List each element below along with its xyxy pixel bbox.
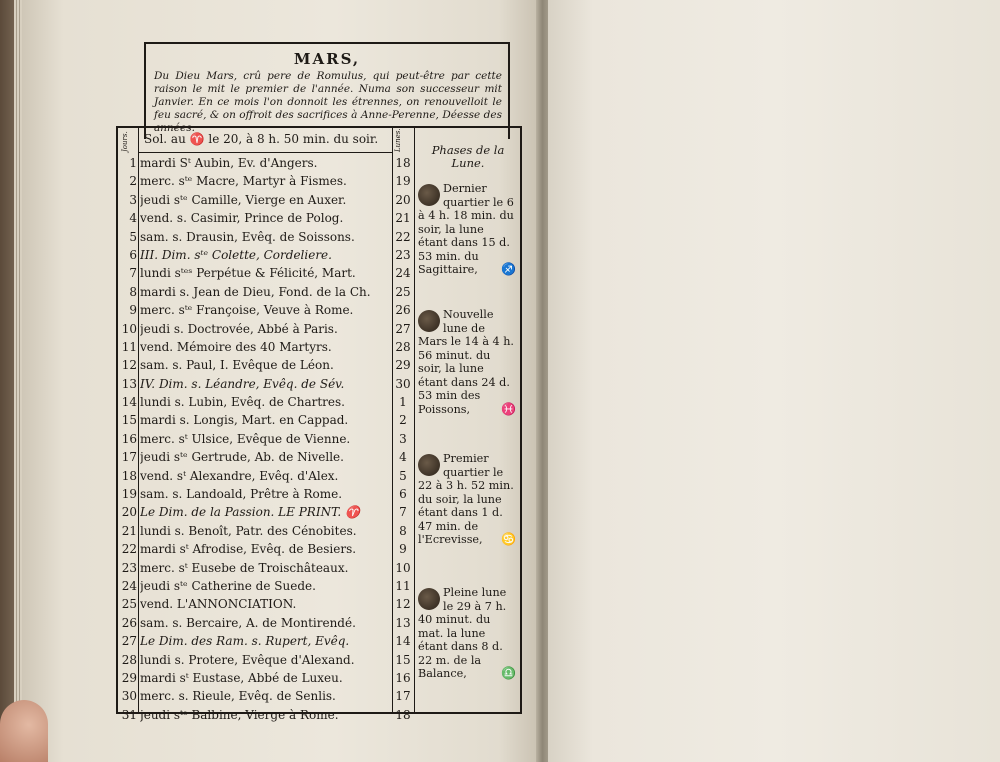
moon-day: 10	[395, 560, 411, 575]
day-entry: lundi s. Protere, Evêque d'Alexand.	[140, 652, 355, 667]
phase-text: Pleine lune le 29 à 7 h. 40 minut. du mat. la lune étant dans 8 d. 22 m. de la Balance,	[418, 586, 507, 680]
day-entry: jeudi s. Doctrovée, Abbé à Paris.	[140, 321, 338, 336]
phase-last-quarter	[418, 182, 516, 277]
day-entry: vend. sᵗ Alexandre, Evêq. d'Alex.	[140, 468, 339, 483]
day-number: 11	[121, 339, 137, 354]
table-row	[118, 283, 414, 301]
moon-day: 2	[399, 413, 407, 428]
day-number: 20	[121, 505, 137, 520]
day-entry: mardi sᵗ Eustase, Abbé de Luxeu.	[140, 670, 343, 685]
day-entry: merc. sᵗᵉ Macre, Martyr à Fismes.	[140, 174, 347, 189]
day-entry: jeudi sᵗᵉ Camille, Vierge en Auxer.	[140, 192, 347, 207]
table-row	[118, 577, 414, 595]
table-row	[118, 375, 414, 393]
day-entry: vend. s. Casimir, Prince de Polog.	[140, 211, 344, 226]
table-row	[118, 209, 414, 227]
day-entry: merc. sᵗ Eusebe de Troischâteaux.	[140, 560, 349, 575]
moon-day: 21	[395, 211, 411, 226]
moon-day: 18	[395, 156, 411, 170]
table-row	[118, 301, 414, 319]
day-entry: sam. s. Drausin, Evêq. de Soissons.	[140, 229, 355, 244]
day-rows	[118, 154, 414, 724]
phase-full-moon	[418, 586, 516, 681]
phase-text: Dernier quartier le 6 à 4 h. 18 min. du soir, la lune étant dans 15 d. 53 min. du Sagittaire,	[418, 182, 514, 276]
libra-icon: ♎	[501, 666, 516, 680]
day-number: 1	[129, 156, 137, 170]
day-entry: lundi s. Benoît, Patr. des Cénobites.	[140, 523, 357, 538]
day-entry: lundi sᵗᵉˢ Perpétue & Félicité, Mart.	[140, 266, 356, 281]
day-number: 8	[129, 284, 137, 299]
table-row	[118, 264, 414, 282]
moon-day: 23	[395, 247, 411, 262]
day-number: 13	[121, 376, 137, 391]
day-number: 15	[121, 413, 137, 428]
moon-day: 17	[395, 689, 411, 704]
day-number: 26	[121, 615, 137, 630]
table-row	[118, 246, 414, 264]
day-entry: jeudi sᵗᵉ Gertrude, Ab. de Nivelle.	[140, 450, 344, 465]
month-intro: Du Dieu Mars, crû pere de Romulus, qui peut-être par cette raison le mit le premier de l'année. Numa son successeur mit Janvier. En ce mois l'on donnoit les étrennes, on renouvelloit le feu sacré, & on offroit des sacrifices à Anne-Perenne, Déesse des années.	[154, 70, 502, 134]
day-number: 30	[121, 689, 137, 704]
moon-day: 30	[395, 376, 411, 391]
pisces-icon: ♓	[501, 401, 516, 416]
table-row	[118, 430, 414, 448]
day-entry: IV. Dim. s. Léandre, Evêq. de Sév.	[140, 376, 345, 391]
day-number: 28	[121, 652, 137, 667]
days-column-heading: Jours.	[121, 131, 129, 152]
day-entry: vend. L'ANNONCIATION.	[140, 597, 297, 612]
moon-day: 18	[395, 707, 411, 722]
day-entry: Le Dim. des Ram. s. Rupert, Evêq.	[140, 634, 350, 649]
day-entry: merc. sᵗᵉ Françoise, Veuve à Rome.	[140, 303, 354, 318]
moon-day: 3	[399, 431, 407, 446]
day-number: 9	[129, 303, 137, 318]
day-entry: sam. s. Landoald, Prêtre à Rome.	[140, 487, 343, 502]
phases-heading: Phases de la Lune.	[431, 143, 505, 170]
day-number: 21	[121, 523, 137, 538]
day-number: 10	[121, 321, 137, 336]
moon-day: 28	[395, 339, 411, 354]
day-number: 2	[129, 174, 137, 189]
left-page	[22, 0, 540, 762]
day-number: 25	[121, 597, 137, 612]
moon-day: 19	[395, 174, 411, 189]
table-row	[118, 669, 414, 687]
day-number: 14	[121, 395, 137, 410]
table-row	[118, 559, 414, 577]
moon-day: 4	[399, 450, 407, 465]
day-entry: merc. sᵗ Ulsice, Evêque de Vienne.	[140, 431, 351, 446]
day-entry: lundi s. Lubin, Evêq. de Chartres.	[140, 395, 345, 410]
day-number: 17	[121, 450, 137, 465]
moon-day: 12	[395, 597, 411, 612]
day-number: 29	[121, 670, 137, 685]
day-entry: Le Dim. de la Passion. LE PRINT. ♈	[140, 505, 360, 520]
table-row	[118, 448, 414, 466]
day-number: 4	[129, 211, 137, 226]
day-number: 3	[129, 192, 137, 207]
phase-text: Premier quartier le 22 à 3 h. 52 min. du soir, la lune étant dans 1 d. 47 min. de l'Ecrevisse,	[418, 452, 514, 546]
moon-day: 16	[395, 670, 411, 685]
day-number: 18	[121, 468, 137, 483]
table-row	[118, 706, 414, 724]
phase-text: Nouvelle lune de Mars le 14 à 4 h. 56 minut. du soir, la lune étant dans 24 d. 53 min des Poissons,	[418, 308, 514, 416]
day-entry: mardi sᵗ Afrodise, Evêq. de Besiers.	[140, 542, 357, 557]
day-entry: sam. s. Bercaire, A. de Montirendé.	[140, 615, 356, 630]
table-row	[118, 485, 414, 503]
month-title: MARS,	[293, 50, 361, 68]
moon-day: 13	[395, 615, 411, 630]
moon-day: 1	[399, 395, 407, 410]
day-entry: III. Dim. sᵗᵉ Colette, Cordeliere.	[140, 247, 332, 262]
day-number: 31	[121, 707, 137, 722]
moon-day: 9	[399, 542, 407, 557]
moon-day: 26	[395, 303, 411, 318]
moon-column-heading: Lunes.	[394, 128, 402, 152]
day-number: 12	[121, 358, 137, 373]
table-row	[118, 614, 414, 632]
table-row	[118, 540, 414, 558]
thumb	[0, 700, 48, 762]
table-row	[118, 522, 414, 540]
table-row	[118, 467, 414, 485]
sagittarius-icon: ♐	[501, 262, 516, 276]
phase-first-quarter	[418, 452, 516, 547]
divider	[138, 152, 392, 153]
full-moon-icon	[418, 588, 440, 610]
table-row	[118, 632, 414, 650]
day-number: 16	[121, 431, 137, 446]
moon-day: 11	[395, 578, 411, 593]
day-entry: mardi s. Longis, Mart. en Cappad.	[140, 413, 349, 428]
moon-day: 27	[395, 321, 411, 336]
calendar-table	[116, 126, 522, 722]
divider	[414, 128, 415, 712]
day-entry: jeudi sᵗᵉ Balbine, Vierge à Rome.	[140, 707, 339, 722]
first-quarter-moon-icon	[418, 454, 440, 476]
table-row	[118, 651, 414, 669]
day-entry: jeudi sᵗᵉ Catherine de Suede.	[140, 578, 316, 593]
new-moon-icon	[418, 310, 440, 332]
sun-entry-note: Sol. au ♈ le 20, à 8 h. 50 min. du soir.	[144, 132, 379, 146]
day-entry: vend. Mémoire des 40 Martyrs.	[140, 339, 332, 354]
table-row	[118, 595, 414, 613]
day-number: 6	[129, 247, 137, 262]
table-row	[118, 154, 414, 172]
table-row	[118, 338, 414, 356]
table-row	[118, 320, 414, 338]
day-number: 19	[121, 487, 137, 502]
header-frame	[144, 42, 510, 139]
day-number: 5	[129, 229, 137, 244]
day-number: 23	[121, 560, 137, 575]
day-number: 27	[121, 634, 137, 649]
cancer-icon: ♋	[501, 532, 516, 546]
day-entry: mardi Sᵗ Aubin, Ev. d'Angers.	[140, 156, 318, 170]
table-row	[118, 228, 414, 246]
moon-day: 14	[395, 634, 411, 649]
moon-day: 15	[395, 652, 411, 667]
table-row	[118, 356, 414, 374]
day-number: 22	[121, 542, 137, 557]
moon-day: 24	[395, 266, 411, 281]
right-page-blank	[548, 0, 1000, 762]
moon-day: 5	[399, 468, 407, 483]
moon-day: 8	[399, 523, 407, 538]
phase-new-moon	[418, 308, 516, 416]
table-row	[118, 172, 414, 190]
table-row	[118, 411, 414, 429]
moon-day: 25	[395, 284, 411, 299]
table-row	[118, 191, 414, 209]
moon-day: 7	[399, 505, 407, 520]
table-row	[118, 393, 414, 411]
moon-day: 22	[395, 229, 411, 244]
moon-day: 6	[399, 487, 407, 502]
day-entry: mardi s. Jean de Dieu, Fond. de la Ch.	[140, 284, 371, 299]
last-quarter-moon-icon	[418, 184, 440, 206]
table-row	[118, 687, 414, 705]
moon-day: 29	[395, 358, 411, 373]
moon-day: 20	[395, 192, 411, 207]
day-number: 7	[129, 266, 137, 281]
day-entry: merc. s. Rieule, Evêq. de Senlis.	[140, 689, 336, 704]
table-row	[118, 503, 414, 521]
day-number: 24	[121, 578, 137, 593]
day-entry: sam. s. Paul, I. Evêque de Léon.	[140, 358, 334, 373]
